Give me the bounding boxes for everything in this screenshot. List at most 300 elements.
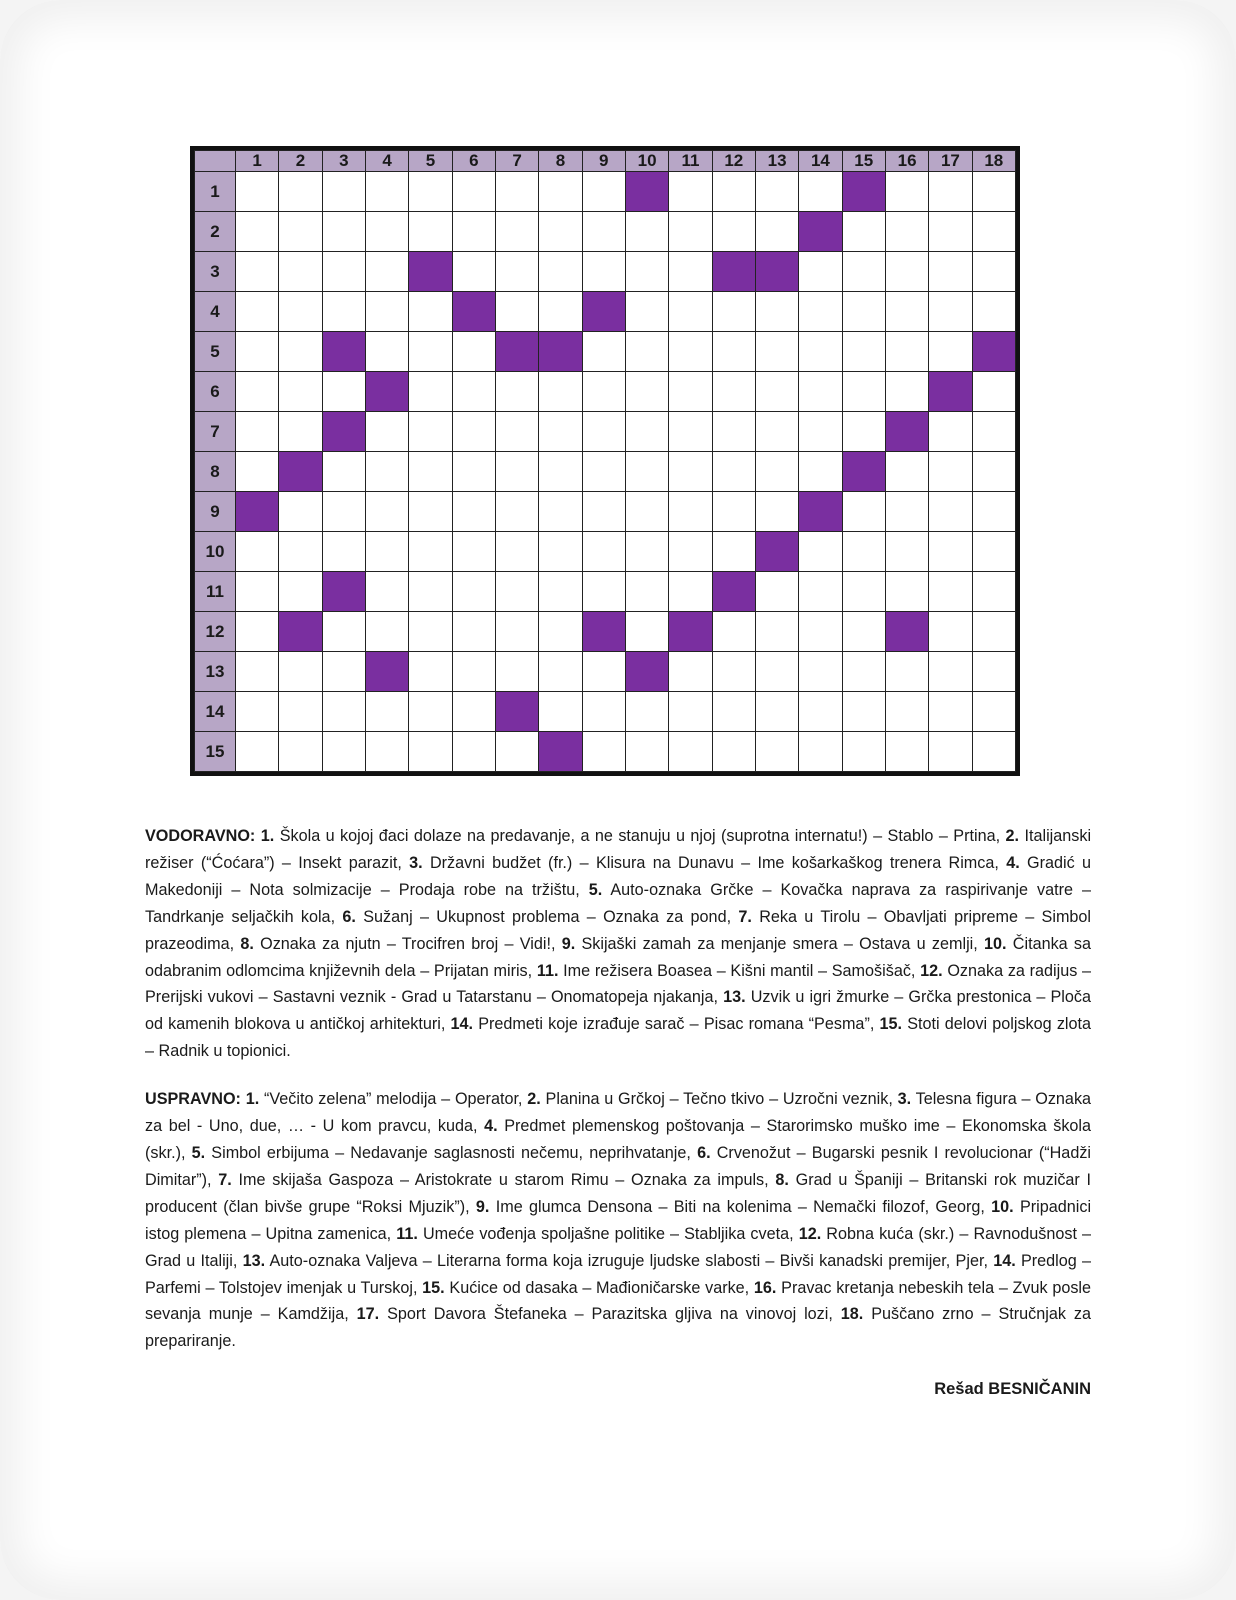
clue-text: Predmeti koje izrađuje sarač – Pisac romana “Pesma”, [478, 1015, 875, 1034]
grid-cell[interactable] [972, 212, 1015, 252]
grid-cell[interactable] [799, 692, 842, 732]
grid-cell[interactable] [236, 652, 279, 692]
grid-row [195, 652, 1016, 692]
grid-cell[interactable] [842, 612, 885, 652]
clue-text: Auto-oznaka Grčke – Kovačka naprava za raspirivanje vatre – Tandrkanje seljačkih kola, [145, 880, 1091, 926]
grid-cell[interactable] [842, 412, 885, 452]
grid-cell[interactable] [495, 372, 538, 412]
clue-text: Reka u Tirolu – Obavljati pripreme – Simbol prazeodima, [145, 907, 1092, 953]
grid-cell[interactable] [452, 372, 495, 412]
grid-cell[interactable] [712, 492, 755, 532]
grid-cell[interactable] [712, 292, 755, 332]
grid-cell[interactable] [322, 532, 365, 572]
grid-cell[interactable] [582, 692, 625, 732]
column-header: 12 [712, 151, 755, 172]
grid-cell[interactable] [755, 292, 798, 332]
row-header: 2 [195, 212, 236, 252]
grid-cell[interactable] [322, 732, 365, 772]
black-cell [495, 692, 538, 732]
grid-cell[interactable] [625, 692, 668, 732]
grid-cell[interactable] [582, 172, 625, 212]
grid-cell[interactable] [755, 612, 798, 652]
grid-cell[interactable] [452, 172, 495, 212]
grid-cell[interactable] [842, 572, 885, 612]
grid-cell[interactable] [409, 612, 452, 652]
grid-cell[interactable] [755, 692, 798, 732]
grid-cell[interactable] [322, 452, 365, 492]
grid-cell[interactable] [885, 292, 928, 332]
across-heading: VODORAVNO: [145, 827, 256, 845]
grid-cell[interactable] [755, 332, 798, 372]
grid-cell[interactable] [279, 492, 322, 532]
grid-cell[interactable] [799, 372, 842, 412]
grid-cell[interactable] [452, 452, 495, 492]
clue-text: Telesna figura – Oznaka za bel - Uno, due, … - U kom pravcu, kuda, [145, 1090, 1092, 1136]
grid-cell[interactable] [236, 452, 279, 492]
grid-cell[interactable] [669, 292, 712, 332]
clue-text: Oznaka za radijus – Prerijski vukovi – Sastavni veznik - Grad u Tatarstanu – Onomatopeja njakanja, [145, 961, 1091, 1007]
column-header: 2 [279, 151, 322, 172]
grid-cell[interactable] [409, 572, 452, 612]
clue-text: Italijanski režiser (“Ćoćara”) – Insekt parazit, [145, 827, 1092, 872]
grid-cell[interactable] [582, 212, 625, 252]
grid-cell[interactable] [365, 332, 408, 372]
black-cell [365, 372, 408, 412]
clue-number: 13. [723, 988, 746, 1007]
grid-cell[interactable] [452, 252, 495, 292]
grid-cell[interactable] [669, 252, 712, 292]
grid-cell[interactable] [279, 292, 322, 332]
grid-cell[interactable] [365, 492, 408, 532]
grid-row [195, 292, 1016, 332]
grid-cell[interactable] [539, 652, 582, 692]
grid-cell[interactable] [885, 532, 928, 572]
grid-cell[interactable] [322, 692, 365, 732]
black-cell [712, 252, 755, 292]
clue-number: 4. [1006, 853, 1020, 872]
grid-cell[interactable] [365, 412, 408, 452]
grid-cell[interactable] [972, 572, 1015, 612]
grid-cell[interactable] [582, 452, 625, 492]
row-header: 1 [195, 172, 236, 212]
clue-number: 13. [242, 1251, 266, 1270]
column-header: 10 [625, 151, 668, 172]
grid-cell[interactable] [669, 372, 712, 412]
grid-cell[interactable] [539, 172, 582, 212]
grid-cell[interactable] [539, 372, 582, 412]
grid-cell[interactable] [452, 732, 495, 772]
grid-cell[interactable] [885, 332, 928, 372]
grid-cell[interactable] [669, 332, 712, 372]
grid-cell[interactable] [236, 732, 279, 772]
grid-cell[interactable] [409, 532, 452, 572]
grid-cell[interactable] [972, 492, 1015, 532]
grid-cell[interactable] [712, 692, 755, 732]
black-cell [799, 492, 842, 532]
grid-cell[interactable] [625, 572, 668, 612]
grid-cell[interactable] [365, 252, 408, 292]
grid-cell[interactable] [495, 732, 538, 772]
grid-cell[interactable] [365, 172, 408, 212]
grid-cell[interactable] [712, 452, 755, 492]
grid-cell[interactable] [322, 372, 365, 412]
grid-cell[interactable] [799, 612, 842, 652]
grid-cell[interactable] [972, 172, 1015, 212]
column-header: 11 [669, 151, 712, 172]
grid-cell[interactable] [929, 212, 972, 252]
grid-cell[interactable] [236, 332, 279, 372]
grid-cell[interactable] [236, 212, 279, 252]
grid-row [195, 212, 1016, 252]
grid-cell[interactable] [625, 452, 668, 492]
grid-cell[interactable] [625, 252, 668, 292]
clue-text: Ime skijaša Gaspoza – Aristokrate u starom Rimu – Oznaka za impuls, [238, 1170, 769, 1189]
clue-text: Grad u Španiji – Britanski rok muzičar I producent (član bivše grupe “Roksi Mjuzik”), [145, 1170, 1092, 1216]
grid-cell[interactable] [669, 412, 712, 452]
black-cell [885, 612, 928, 652]
column-header: 8 [539, 151, 582, 172]
grid-cell[interactable] [842, 212, 885, 252]
grid-cell[interactable] [755, 172, 798, 212]
grid-cell[interactable] [452, 212, 495, 252]
grid-cell[interactable] [322, 172, 365, 212]
grid-cell[interactable] [365, 612, 408, 652]
grid-cell[interactable] [539, 532, 582, 572]
grid-cell[interactable] [799, 412, 842, 452]
grid-cell[interactable] [625, 492, 668, 532]
grid-cell[interactable] [972, 732, 1015, 772]
grid-cell[interactable] [669, 532, 712, 572]
grid-cell[interactable] [582, 572, 625, 612]
grid-cell[interactable] [236, 532, 279, 572]
grid-cell[interactable] [929, 572, 972, 612]
grid-cell[interactable] [712, 412, 755, 452]
grid-cell[interactable] [929, 452, 972, 492]
grid-cell[interactable] [755, 732, 798, 772]
black-cell [452, 292, 495, 332]
column-header: 16 [885, 151, 928, 172]
grid-cell[interactable] [236, 612, 279, 652]
grid-cell[interactable] [669, 732, 712, 772]
grid-cell[interactable] [712, 652, 755, 692]
black-cell [322, 572, 365, 612]
grid-cell[interactable] [279, 412, 322, 452]
grid-cell[interactable] [279, 652, 322, 692]
black-cell [539, 732, 582, 772]
grid-cell[interactable] [842, 732, 885, 772]
black-cell [625, 172, 668, 212]
black-cell [929, 372, 972, 412]
grid-cell[interactable] [885, 492, 928, 532]
grid-cell[interactable] [885, 172, 928, 212]
grid-cell[interactable] [495, 612, 538, 652]
grid-cell[interactable] [755, 452, 798, 492]
grid-cell[interactable] [409, 332, 452, 372]
row-header: 14 [195, 692, 236, 732]
clue-text: Čitanka sa odabranim odlomcima književnih dela – Prijatan miris, [145, 934, 1092, 980]
clue-number: 2. [1005, 827, 1020, 845]
grid-cell[interactable] [452, 572, 495, 612]
grid-cell[interactable] [279, 212, 322, 252]
grid-cell[interactable] [409, 732, 452, 772]
grid-cell[interactable] [495, 252, 538, 292]
grid-cell[interactable] [669, 452, 712, 492]
grid-cell[interactable] [712, 372, 755, 412]
grid-cell[interactable] [669, 172, 712, 212]
grid-cell[interactable] [799, 252, 842, 292]
grid-cell[interactable] [755, 572, 798, 612]
clue-number: 11. [536, 961, 559, 980]
grid-cell[interactable] [495, 412, 538, 452]
grid-cell[interactable] [236, 692, 279, 732]
grid-cell[interactable] [582, 532, 625, 572]
grid-cell[interactable] [669, 652, 712, 692]
grid-cell[interactable] [842, 252, 885, 292]
grid-cell[interactable] [625, 532, 668, 572]
grid-cell[interactable] [409, 652, 452, 692]
grid-cell[interactable] [279, 732, 322, 772]
grid-cell[interactable] [236, 292, 279, 332]
grid-cell[interactable] [972, 652, 1015, 692]
clue-text: Uzvik u igri žmurke – Grčka prestonica – Ploča od kamenih blokova u antičkoj arhitekturi, [145, 988, 1092, 1034]
grid-cell[interactable] [972, 412, 1015, 452]
grid-cell[interactable] [279, 692, 322, 732]
grid-cell[interactable] [842, 692, 885, 732]
grid-cell[interactable] [539, 612, 582, 652]
grid-cell[interactable] [495, 492, 538, 532]
grid-cell[interactable] [279, 332, 322, 372]
grid-cell[interactable] [929, 292, 972, 332]
grid-cell[interactable] [625, 372, 668, 412]
grid-cell[interactable] [279, 372, 322, 412]
grid-cell[interactable] [365, 732, 408, 772]
grid-cell[interactable] [625, 332, 668, 372]
grid-cell[interactable] [452, 492, 495, 532]
crossword-grid [190, 146, 1020, 776]
grid-cell[interactable] [885, 652, 928, 692]
grid-cell[interactable] [322, 612, 365, 652]
grid-cell[interactable] [669, 492, 712, 532]
grid-cell[interactable] [929, 172, 972, 212]
grid-cell[interactable] [755, 492, 798, 532]
grid-cell[interactable] [582, 732, 625, 772]
grid-cell[interactable] [972, 292, 1015, 332]
grid-cell[interactable] [539, 452, 582, 492]
grid-cell[interactable] [495, 572, 538, 612]
grid-cell[interactable] [539, 252, 582, 292]
grid-cell[interactable] [712, 212, 755, 252]
grid-cell[interactable] [539, 572, 582, 612]
grid-cell[interactable] [365, 572, 408, 612]
black-cell [755, 252, 798, 292]
grid-cell[interactable] [842, 332, 885, 372]
grid-cell[interactable] [712, 612, 755, 652]
grid-cell[interactable] [885, 212, 928, 252]
grid-cell[interactable] [279, 572, 322, 612]
grid-cell[interactable] [972, 372, 1015, 412]
clue-text: Predlog – Parfemi – Tolstojev imenjak u Turskoj, [145, 1251, 1092, 1297]
grid-cell[interactable] [885, 732, 928, 772]
grid-cell[interactable] [755, 412, 798, 452]
column-header: 15 [842, 151, 885, 172]
grid-cell[interactable] [755, 652, 798, 692]
grid-cell[interactable] [495, 452, 538, 492]
grid-cell[interactable] [625, 212, 668, 252]
grid-cell[interactable] [799, 572, 842, 612]
grid-cell[interactable] [799, 332, 842, 372]
grid-cell[interactable] [409, 692, 452, 732]
grid-cell[interactable] [669, 572, 712, 612]
grid-cell[interactable] [799, 732, 842, 772]
grid-cell[interactable] [495, 292, 538, 332]
grid-cell[interactable] [365, 452, 408, 492]
clue-number: 18. [840, 1305, 864, 1324]
grid-cell[interactable] [712, 732, 755, 772]
clue-number: 1. [260, 827, 275, 845]
grid-cell[interactable] [712, 532, 755, 572]
grid-cell[interactable] [409, 372, 452, 412]
grid-cell[interactable] [972, 532, 1015, 572]
grid-cell[interactable] [929, 252, 972, 292]
grid-cell[interactable] [582, 492, 625, 532]
grid-cell[interactable] [539, 292, 582, 332]
grid-cell[interactable] [409, 212, 452, 252]
grid-cell[interactable] [842, 372, 885, 412]
grid-cell[interactable] [755, 372, 798, 412]
grid-cell[interactable] [322, 252, 365, 292]
grid-cell[interactable] [972, 252, 1015, 292]
grid-cell[interactable] [539, 692, 582, 732]
clue-text: Auto-oznaka Valjeva – Literarna forma koja izruguje ljudske slabosti – Bivši kanadski premijer, Pjer, [269, 1251, 988, 1270]
clue-number: 5. [588, 880, 603, 899]
grid-cell[interactable] [582, 372, 625, 412]
grid-cell[interactable] [625, 292, 668, 332]
grid-cell[interactable] [669, 692, 712, 732]
grid-cell[interactable] [409, 172, 452, 212]
row-header: 5 [195, 332, 236, 372]
grid-cell[interactable] [842, 292, 885, 332]
grid-cell[interactable] [236, 572, 279, 612]
grid-cell[interactable] [669, 212, 712, 252]
grid-cell[interactable] [322, 292, 365, 332]
grid-cell[interactable] [539, 212, 582, 252]
clue-number: 6. [342, 907, 356, 926]
grid-cell[interactable] [712, 332, 755, 372]
grid-cell[interactable] [625, 612, 668, 652]
clue-number: 15. [422, 1278, 445, 1297]
column-header: 17 [929, 151, 972, 172]
grid-cell[interactable] [799, 532, 842, 572]
grid-cell[interactable] [495, 652, 538, 692]
grid-cell[interactable] [236, 252, 279, 292]
grid-cell[interactable] [539, 492, 582, 532]
grid-cell[interactable] [929, 612, 972, 652]
grid-cell[interactable] [582, 332, 625, 372]
grid-cell[interactable] [495, 212, 538, 252]
clue-number: 4. [484, 1117, 498, 1136]
grid-cell[interactable] [972, 452, 1015, 492]
grid-cell[interactable] [885, 572, 928, 612]
grid-cell[interactable] [799, 292, 842, 332]
grid-cell[interactable] [365, 692, 408, 732]
grid-cell[interactable] [452, 412, 495, 452]
grid-cell[interactable] [582, 412, 625, 452]
grid-cell[interactable] [799, 172, 842, 212]
clue-number: 12. [798, 1224, 822, 1243]
grid-cell[interactable] [322, 652, 365, 692]
grid-cell[interactable] [842, 492, 885, 532]
grid-cell[interactable] [452, 692, 495, 732]
grid-cell[interactable] [452, 652, 495, 692]
grid-cell[interactable] [929, 492, 972, 532]
grid-cell[interactable] [842, 652, 885, 692]
grid-cell[interactable] [322, 492, 365, 532]
grid-cell[interactable] [365, 212, 408, 252]
black-cell [236, 492, 279, 532]
grid-cell[interactable] [539, 412, 582, 452]
column-header: 18 [972, 151, 1015, 172]
grid-cell[interactable] [885, 252, 928, 292]
grid-cell[interactable] [885, 372, 928, 412]
grid-cell[interactable] [929, 412, 972, 452]
grid-cell[interactable] [885, 452, 928, 492]
grid-cell[interactable] [409, 452, 452, 492]
grid-cell[interactable] [322, 212, 365, 252]
grid-cell[interactable] [236, 372, 279, 412]
grid-cell[interactable] [279, 532, 322, 572]
grid-cell[interactable] [495, 532, 538, 572]
grid-cell[interactable] [799, 452, 842, 492]
clue-number: 3. [409, 853, 423, 872]
grid-cell[interactable] [972, 612, 1015, 652]
grid-cell[interactable] [755, 212, 798, 252]
grid-cell[interactable] [799, 652, 842, 692]
grid-cell[interactable] [929, 652, 972, 692]
black-cell [322, 412, 365, 452]
clue-number: 14. [450, 1015, 474, 1034]
grid-cell[interactable] [582, 652, 625, 692]
grid-row [195, 572, 1016, 612]
grid-cell[interactable] [409, 292, 452, 332]
grid-cell[interactable] [582, 252, 625, 292]
grid-cell[interactable] [885, 692, 928, 732]
grid-cell[interactable] [842, 532, 885, 572]
grid-cell[interactable] [452, 612, 495, 652]
grid-cell[interactable] [495, 172, 538, 212]
row-header: 8 [195, 452, 236, 492]
grid-cell[interactable] [236, 172, 279, 212]
grid-cell[interactable] [625, 412, 668, 452]
row-header: 10 [195, 532, 236, 572]
grid-cell[interactable] [452, 532, 495, 572]
grid-cell[interactable] [929, 532, 972, 572]
grid-cell[interactable] [929, 732, 972, 772]
grid-cell[interactable] [972, 692, 1015, 732]
grid-cell[interactable] [236, 412, 279, 452]
grid-cell[interactable] [929, 692, 972, 732]
grid-cell[interactable] [409, 412, 452, 452]
grid-cell[interactable] [409, 492, 452, 532]
grid-cell[interactable] [365, 292, 408, 332]
grid-cell[interactable] [712, 172, 755, 212]
grid-cell[interactable] [279, 252, 322, 292]
grid-cell[interactable] [625, 732, 668, 772]
grid-cell[interactable] [279, 172, 322, 212]
clue-number: 3. [897, 1090, 912, 1109]
grid-cell[interactable] [365, 532, 408, 572]
grid-cell[interactable] [452, 332, 495, 372]
grid-cell[interactable] [929, 332, 972, 372]
